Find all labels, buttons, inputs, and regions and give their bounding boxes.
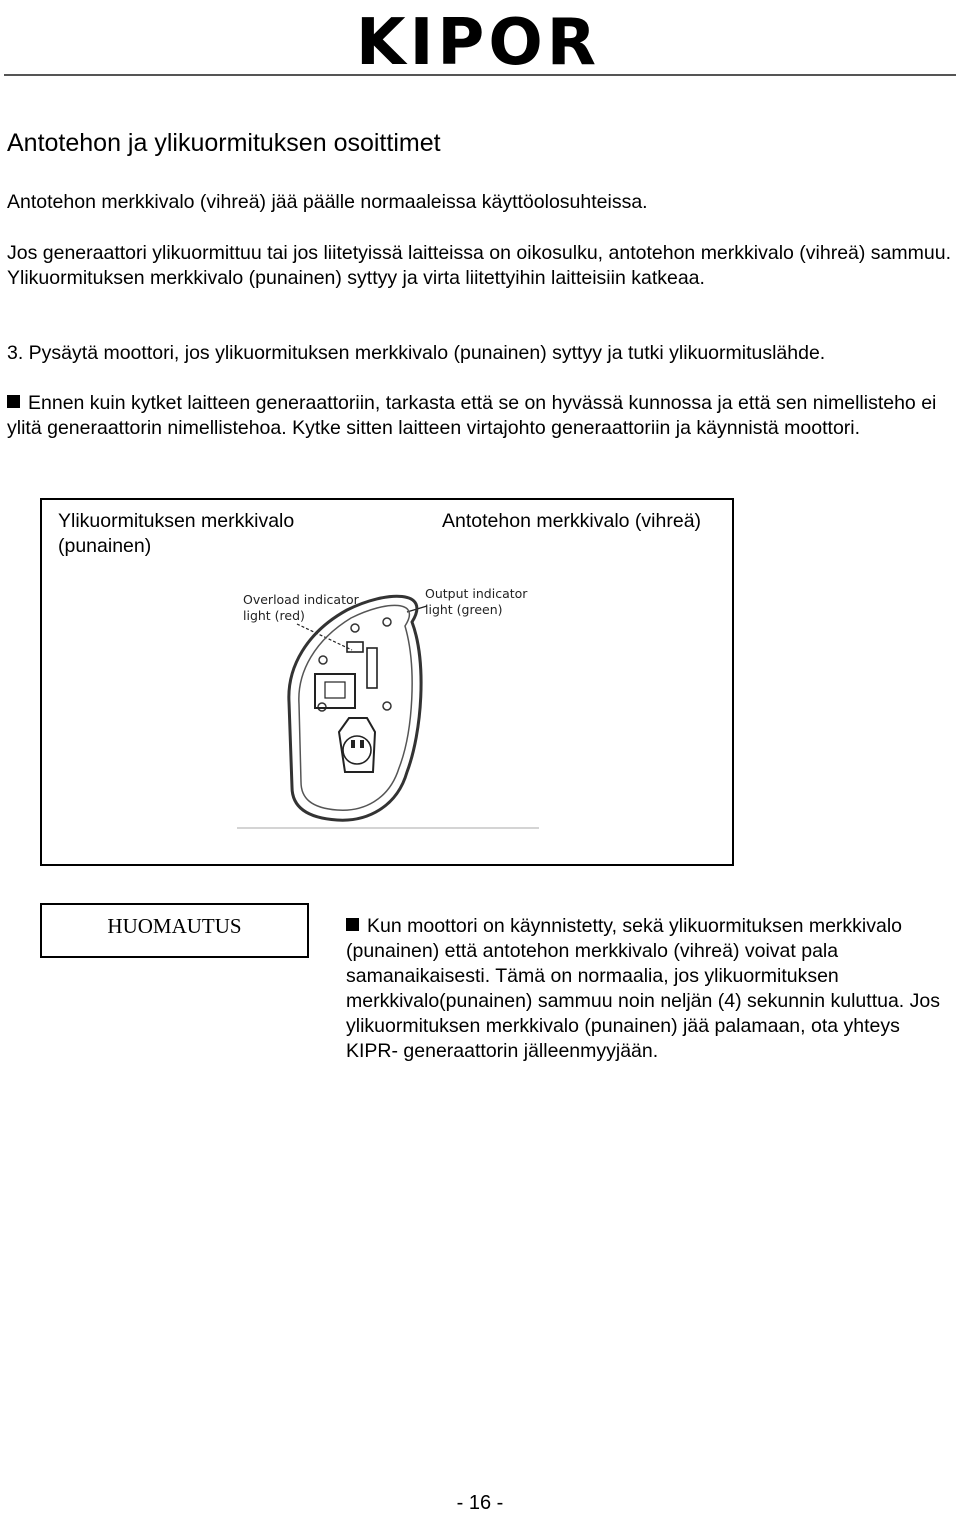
callout-overload-line1: Overload indicator: [243, 592, 359, 607]
paragraph-stop-engine: 3. Pysäytä moottori, jos ylikuormituksen merkkivalo (punainen) syttyy ja tutki ylikuormituslähde.: [7, 342, 826, 364]
note-title: HUOMAUTUS: [107, 914, 242, 938]
paragraph-overload: Jos generaattori ylikuormittuu tai jos liitetyissä laitteissa on oikosulku, antotehon merkkivalo (vihreä) sammuu. Ylikuormituksen merkkivalo (punainen) syttyy ja virta liitettyihin laitteisiin katkeaa.: [7, 242, 951, 289]
bullet-square-icon: [346, 918, 359, 931]
callout-output-line2: light (green): [425, 602, 503, 617]
figure-label-overload: Ylikuormituksen merkkivalo (punainen): [58, 510, 295, 557]
kipor-logo: [323, 8, 633, 70]
control-panel-illustration: [237, 582, 542, 832]
note-box: [40, 903, 309, 958]
paragraph-output-light: Antotehon merkkivalo (vihreä) jää päälle normaaleissa käyttöolosuhteissa.: [7, 191, 648, 213]
indicator-figure: [40, 498, 734, 866]
bullet-square-icon: [7, 395, 20, 408]
paragraph-connect-device: [7, 391, 952, 441]
header-divider: [4, 74, 956, 76]
paragraph-connect-device-text: Ennen kuin kytket laitteen generaattoriin, tarkasta että se on hyvässä kunnossa ja että sen nimellisteho ei ylitä generaattorin nimellistehoa. Kytke sitten laitteen virtajohto generaattoriin ja käynnistä moottori.: [7, 392, 937, 439]
callout-output-line1: Output indicator: [425, 586, 528, 601]
logo-text: KIPOR: [356, 8, 600, 70]
section-title: Antotehon ja ylikuormituksen osoittimet: [7, 129, 441, 157]
note-text: Kun moottori on käynnistetty, sekä ylikuormituksen merkkivalo (punainen) että antotehon merkkivalo (vihreä) voivat pala samanaikaisesti. Tämä on normaalia, jos ylikuormituksen merkkivalo(punainen) sammuu noin neljän (4) sekunnin kuluttua. Jos ylikuormituksen merkkivalo (punainen) jää palamaan, ota yhteys KIPR- generaattorin jälleenmyyjään.: [346, 915, 940, 1062]
page-number: - 16 -: [456, 1492, 504, 1514]
figure-label-output: Antotehon merkkivalo (vihreä): [442, 510, 702, 532]
callout-overload-line2: light (red): [243, 608, 305, 623]
note-text-block: [346, 914, 946, 1064]
